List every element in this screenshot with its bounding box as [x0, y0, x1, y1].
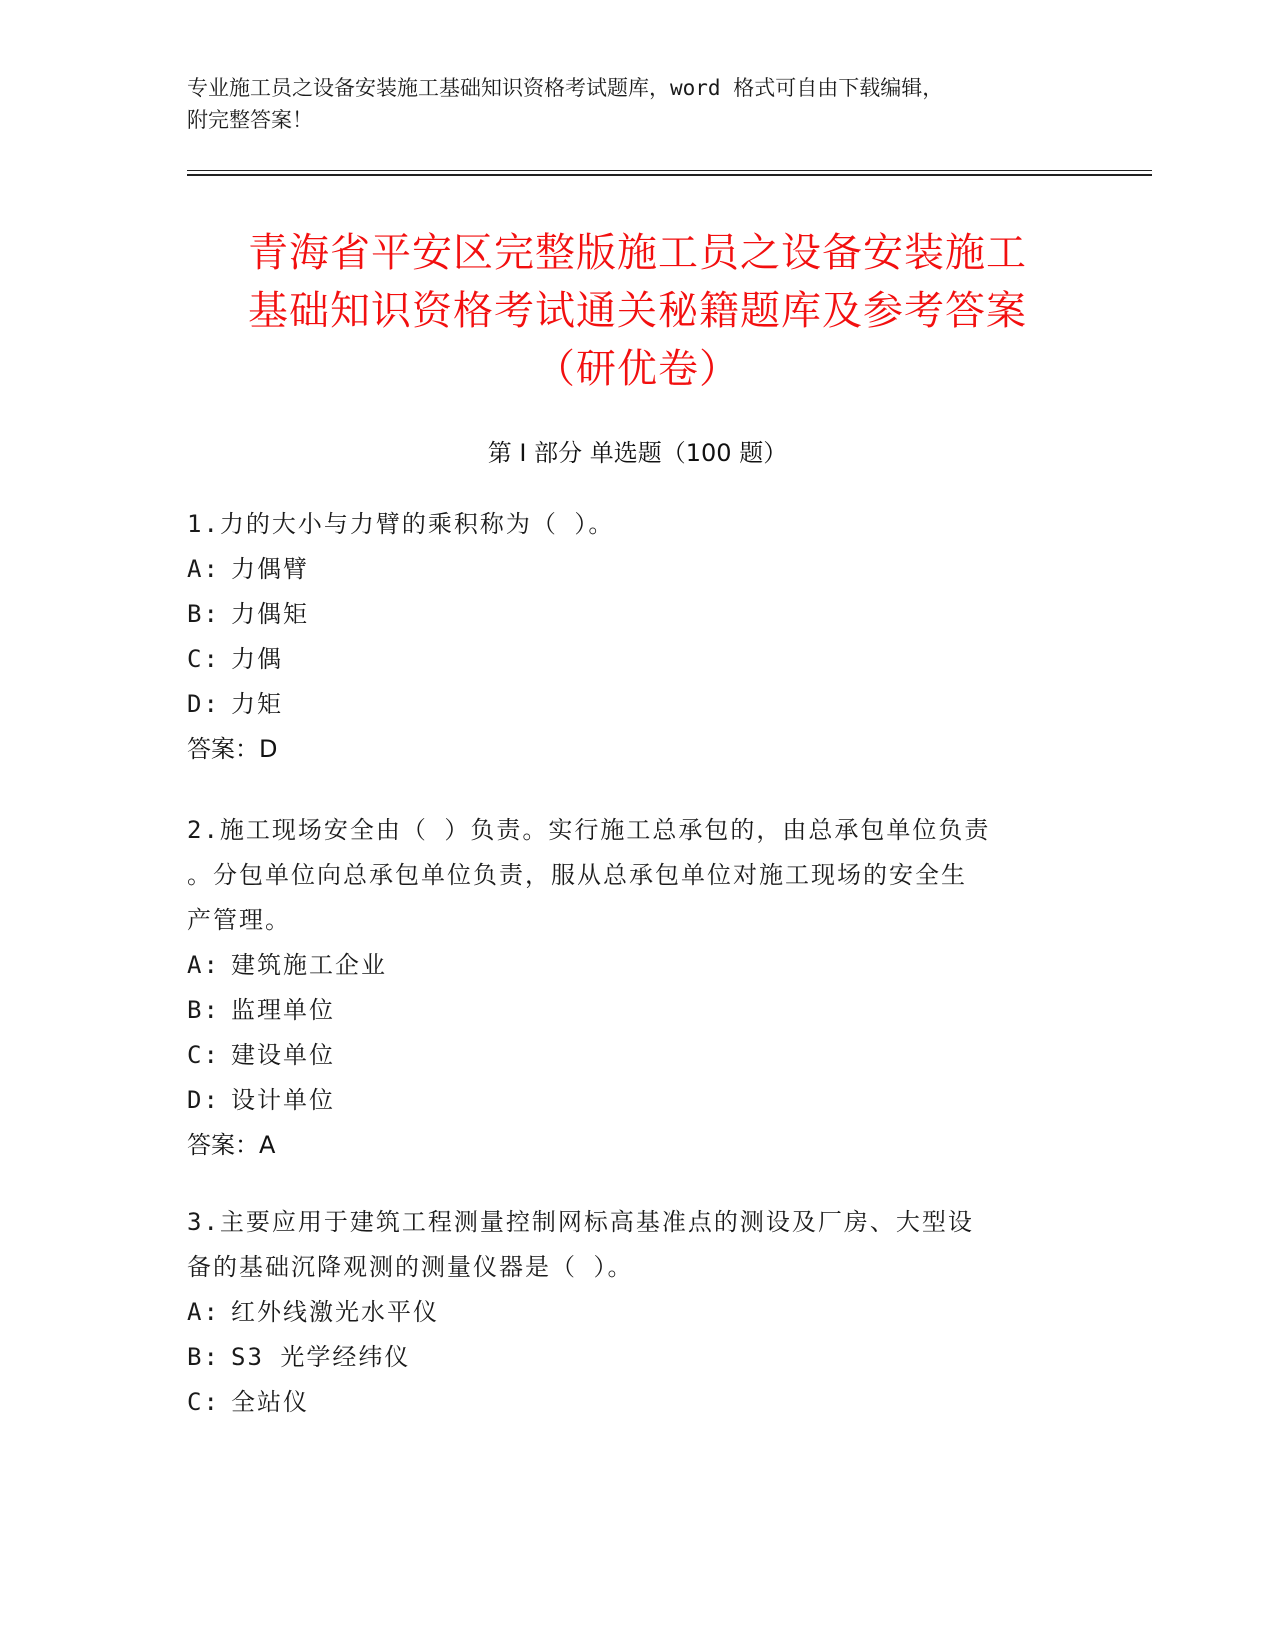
question-stem: 2.施工现场安全由（ ）负责。实行施工总承包的，由总承包单位负责	[187, 816, 991, 844]
option-b	[187, 1335, 1087, 1380]
option-a	[187, 547, 1087, 592]
document-title-line-3: （研优卷）	[535, 346, 740, 392]
option-c	[187, 1380, 1087, 1425]
answer-line: 答案：D	[187, 735, 278, 763]
document-title-line-1: 青海省平安区完整版施工员之设备安装施工	[248, 230, 1027, 276]
option-text: 建筑施工企业	[231, 951, 387, 979]
option-b	[187, 592, 1087, 637]
option-d	[187, 1078, 1087, 1123]
option-text: 监理单位	[231, 996, 335, 1024]
option-a	[187, 1290, 1087, 1335]
option-b	[187, 988, 1087, 1033]
option-key: D:	[187, 690, 220, 718]
header-note	[187, 72, 1087, 136]
option-key: A:	[187, 555, 220, 583]
question-stem: 。分包单位向总承包单位负责，服从总承包单位对施工现场的安全生	[187, 861, 967, 889]
option-key: B:	[187, 996, 220, 1024]
option-text: 力偶	[231, 645, 283, 673]
question-stem: 备的基础沉降观测的测量仪器是（ ）。	[187, 1253, 634, 1281]
option-key: A:	[187, 1298, 220, 1326]
option-key: C:	[187, 1041, 220, 1069]
question-stem: 产管理。	[187, 906, 291, 934]
option-text: 力矩	[231, 690, 283, 718]
header-divider-thin	[187, 170, 1152, 171]
option-text: 力偶臂	[231, 555, 309, 583]
option-text: 力偶矩	[231, 600, 309, 628]
header-note-line-1: 专业施工员之设备安装施工基础知识资格考试题库，word 格式可自由下载编辑，	[187, 76, 944, 100]
question-3	[187, 1200, 1087, 1425]
option-text: 全站仪	[231, 1388, 309, 1416]
section-heading: 第 I 部分 单选题（100 题）	[487, 439, 788, 467]
option-key: A:	[187, 951, 220, 979]
document-title-line-2: 基础知识资格考试通关秘籍题库及参考答案	[248, 288, 1027, 334]
question-2	[187, 808, 1087, 1168]
option-text: 红外线激光水平仪	[231, 1298, 439, 1326]
option-c	[187, 1033, 1087, 1078]
question-stem: 3.主要应用于建筑工程测量控制网标高基准点的测设及厂房、大型设	[187, 1208, 974, 1236]
question-stem: 1.力的大小与力臂的乘积称为（ ）。	[187, 510, 615, 538]
header-divider-thick	[187, 174, 1152, 176]
answer-line: 答案：A	[187, 1131, 276, 1159]
option-key: C:	[187, 1388, 220, 1416]
header-note-line-2: 附完整答案！	[187, 108, 313, 132]
document-title	[150, 224, 1125, 398]
option-key: D:	[187, 1086, 220, 1114]
question-1	[187, 502, 1087, 772]
option-text: 建设单位	[231, 1041, 335, 1069]
option-key: B:	[187, 600, 220, 628]
option-key: C:	[187, 645, 220, 673]
option-key: B:	[187, 1343, 220, 1371]
option-c	[187, 637, 1087, 682]
option-text: 设计单位	[231, 1086, 335, 1114]
option-a	[187, 943, 1087, 988]
option-text: S3 光学经纬仪	[231, 1343, 411, 1371]
option-d	[187, 682, 1087, 727]
